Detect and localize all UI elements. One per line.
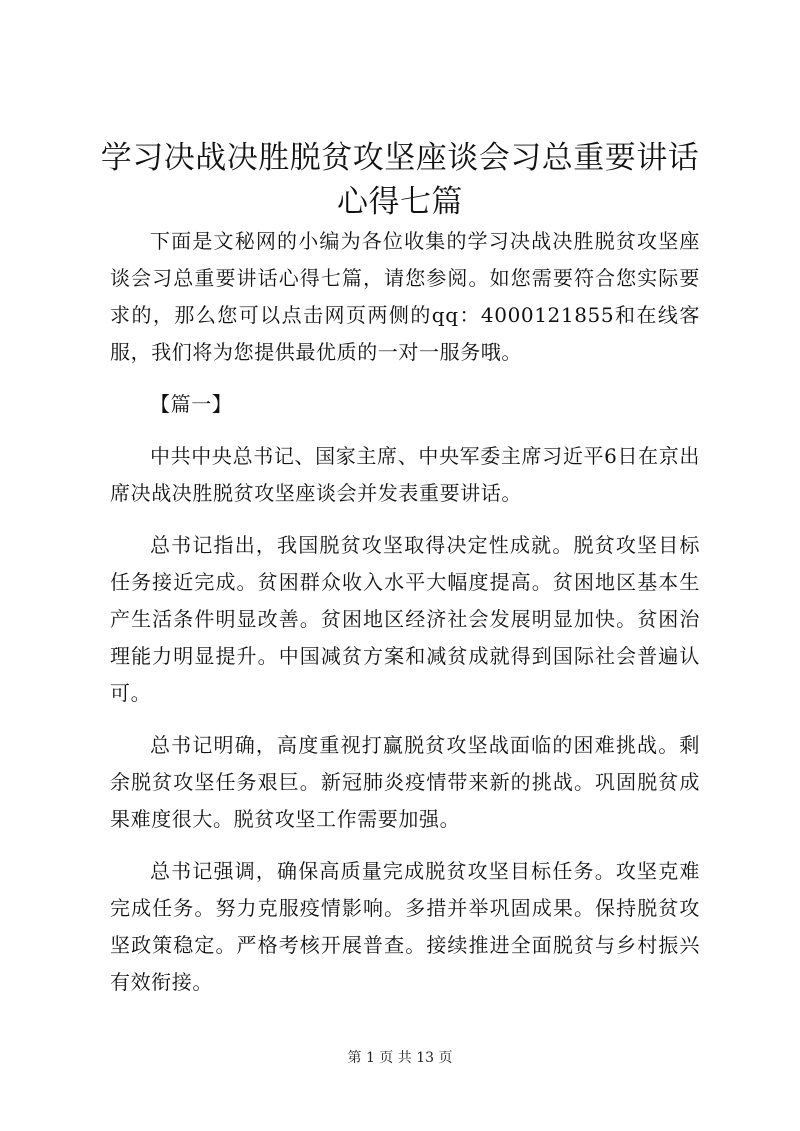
intro-paragraph: 下面是文秘网的小编为各位收集的学习决战决胜脱贫攻坚座谈会习总重要讲话心得七篇，请您参阅。如您需要符合您实际要求的，那么您可以点击网页两侧的qq：4000121855和在线客服，我们将为您提供最优质的一对一服务哦。 [110,229,700,364]
body-paragraph: 总书记指出，我国脱贫攻坚取得决定性成就。脱贫攻坚目标任务接近完成。贫困群众收入水平大幅度提高。贫困地区基本生产生活条件明显改善。贫困地区经济社会发展明显加快。贫困治理能力明显提升。中国减贫方案和减贫成就得到国际社会普遍认可。 [110,533,700,705]
document-body [110,223,700,1016]
body-paragraph: 总书记明确，高度重视打赢脱贫攻坚战面临的困难挑战。剩余脱贫攻坚任务艰巨。新冠肺炎疫情带来新的挑战。巩固脱贫成果难度很大。脱贫攻坚工作需要加强。 [110,733,700,831]
body-paragraph: 中共中央总书记、国家主席、中央军委主席习近平6日在京出席决战决胜脱贫攻坚座谈会并发表重要讲话。 [110,444,700,505]
document-title: 学习决战决胜脱贫攻坚座谈会习总重要讲话心得七篇 [100,140,700,220]
section-heading: 【篇一】 [150,392,233,416]
body-paragraph: 总书记强调，确保高质量完成脱贫攻坚目标任务。攻坚克难完成任务。努力克服疫情影响。多措并举巩固成果。保持脱贫攻坚政策稳定。严格考核开展普查。接续推进全面脱贫与乡村振兴有效衔接。 [110,859,700,994]
page-footer: 第 1 页 共 13 页 [347,1050,453,1066]
